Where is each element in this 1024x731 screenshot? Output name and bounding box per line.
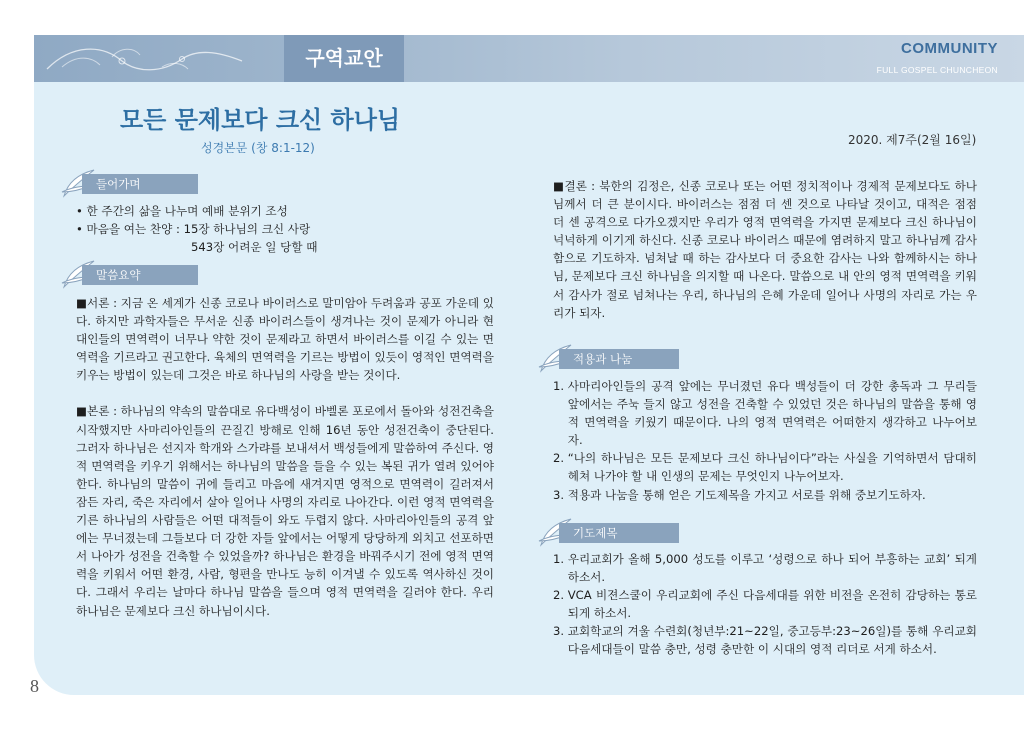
list-item [553, 449, 977, 485]
section-intro-heading [60, 174, 198, 194]
prayer-list [553, 550, 977, 659]
list-text: 사마리아인들의 공격 앞에는 무너졌던 유다 백성들이 더 강한 총독과 그 무리들 앞에서는 주눅 들지 않고 성전을 건축할 수 있었던 것은 하나님의 말씀을 통해 영적 면역력을 키웠기 때문이다. 나의 영적 면역력은 어떠한지 생각하고 나누어보자. [567, 379, 977, 448]
list-number: 1. [553, 552, 565, 566]
section-summary-heading [60, 265, 198, 285]
list-text: VCA 비젼스쿨이 우리교회에 주신 다음세대를 위한 비전을 온전히 감당하는 통로 되게 하소서. [567, 588, 977, 621]
intro-line-1: • 한 주간의 삶을 나누며 예배 분위기 조성 [76, 204, 288, 218]
list-number: 3. [553, 624, 565, 639]
list-number: 1. [553, 379, 565, 393]
section-application-heading [537, 349, 679, 369]
list-item [553, 586, 977, 622]
list-item [553, 486, 977, 504]
page-header [34, 35, 1024, 82]
section-application-label: 적용과 나눔 [559, 349, 679, 369]
list-item [553, 377, 977, 449]
list-text: 우리교회가 올해 5,000 성도를 이루고 ‘성령으로 하나 되어 부흥하는 교회’ 되게 하소서. [567, 552, 977, 585]
floral-ornament-icon [42, 39, 252, 79]
brand-community: COMMUNITY [901, 40, 998, 57]
summary-body [76, 294, 494, 620]
section-intro-label: 들어가며 [82, 174, 198, 194]
list-number: 2. [553, 588, 565, 603]
scripture-reference: 성경본문 (창 8:1-12) [201, 141, 315, 155]
lesson-title: 모든 문제보다 크신 하나님 [120, 105, 401, 134]
summary-intro-paragraph: ■서론 : 지금 온 세계가 신종 코로나 바이러스로 말미암아 두려움과 공포 가운데 있다. 하지만 과학자들은 무서운 신종 바이러스들이 생겨나는 것이 문제가 아니라 현대인들의 면역력이 너무나 약한 것이 문제라고 하면서 바이러스를 이길 수 있는 면역력을 기르라고 권고한다. 육체의 면역력을 기르는 방법이 있듯이 영적인 면역력을 키우는 방법이 있는데 그것은 바로 하나님의 사랑을 받는 것이다. [76, 296, 494, 383]
list-text: “나의 하나님은 모든 문제보다 크신 하나님이다”라는 사실을 기억하면서 담대히 헤쳐 나가야 할 내 인생의 문제는 무엇인지 나누어보자. [567, 451, 977, 484]
list-item [553, 622, 977, 658]
summary-conclusion-paragraph: ■결론 : 북한의 김정은, 신종 코로나 또는 어떤 정치적이나 경제적 문제보다도 하나님께서 더 큰 분이시다. 바이러스는 점점 더 센 것으로 나타날 것이고, 대적은 점점 더 센 공격으로 다가오겠지만 우리가 영적 면역력을 가지면 문제보다 크신 하나님이 넉넉하게 이기게 하신다. 신종 코로나 바이러스 때문에 염려하지 말고 하나님께 감사함으로 기도하자. 넘쳐날 때 하는 감사보다 더 중요한 감사는 나와 함께하시는 하나님, 문제보다 크신 하나님을 의지할 때 나온다. 말씀으로 내 안의 영적 면역력을 키워서 감사가 절로 넘쳐나는 우리, 하나님의 은혜 가운데 일어나 사명의 자리로 가는 우리가 되자. [553, 179, 977, 320]
list-text: 교회학교의 겨울 수련회(청년부:21~22일, 중고등부:23~26일)를 통해 우리교회 다음세대들이 말씀 충만, 성령 충만한 이 시대의 영적 리더로 서게 하소서. [567, 624, 977, 657]
lesson-date: 2020. 제7주(2월 16일) [848, 133, 977, 147]
section-prayer-heading [537, 523, 679, 543]
list-number: 2. [553, 451, 565, 466]
summary-main-paragraph: ■본론 : 하나님의 약속의 말씀대로 유다백성이 바벨론 포로에서 돌아와 성전건축을 시작했지만 사마리아인들의 끈질긴 방해로 인해 16년 동안 성전건축이 중단된다. 그러자 하나님은 선지자 학개와 스가랴를 보내셔서 백성들에게 말씀하여 주신다. 영적 면역력을 키우기 위해서는 하나님의 말씀을 들을 수 있는 복된 귀가 열려 있어야 한다. 하나님의 말씀이 귀에 들리고 마음에 새겨지면 영적으로 면역력이 길러져서 잠든 자리, 죽은 자리에서 살아 일어나 사명의 자리로 나아간다. 이런 영적 면역력을 기른 하나님의 사람들은 어떤 대적들이 와도 두렵지 않다. 사마리아인들의 공격 앞에는 무너졌는데 그들보다 더 강한 자들 앞에서는 어떻게 당당하게 외치고 선포하면서 나아가 성전을 건축할 수 있었을까? 하나님은 환경을 바꿔주시기 전에 영적 면역력을 키워서 어떤 환경, 사람, 형편을 만나도 능히 이겨낼 수 있도록 역사하신 것이다. 그래서 우리는 날마다 하나님 말씀을 들으며 영적 면역력을 길러야 한다. 우리 하나님은 문제보다 크신 하나님이시다. [76, 404, 494, 618]
page-number: 8 [30, 676, 39, 696]
intro-body [76, 202, 496, 256]
church-name: FULL GOSPEL CHUNCHEON [876, 65, 998, 75]
list-item [553, 550, 977, 586]
intro-line-2: • 마음을 여는 찬양 : 15장 하나님의 크신 사랑 [76, 222, 311, 237]
section-summary-label: 말씀요약 [82, 265, 198, 285]
list-text: 적용과 나눔을 통해 얻은 기도제목을 가지고 서로를 위해 중보기도하자. [567, 487, 926, 502]
section-prayer-label: 기도제목 [559, 523, 679, 543]
application-list [553, 377, 977, 504]
header-title: 구역교안 [284, 35, 404, 82]
conclusion-body [553, 177, 977, 322]
intro-line-3: 543장 어려운 일 당할 때 [191, 240, 318, 255]
list-number: 3. [553, 487, 565, 502]
